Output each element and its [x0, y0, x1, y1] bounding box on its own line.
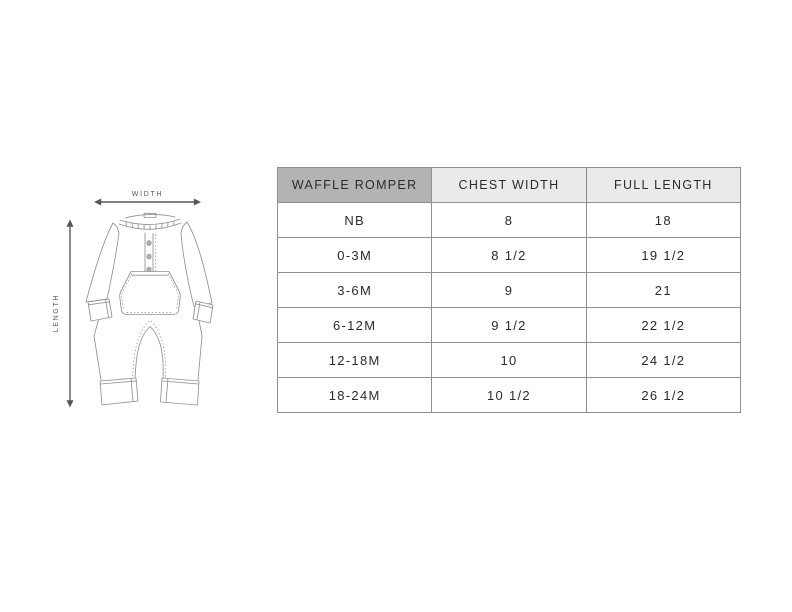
size-chart-table: [277, 167, 741, 413]
full-length-cell: 19 1/2: [586, 238, 740, 273]
full-length-cell: 22 1/2: [586, 308, 740, 343]
left-sleeve-cuff: [88, 299, 112, 321]
header-row: [278, 168, 741, 203]
full-length-cell: 26 1/2: [586, 378, 740, 413]
romper-legs: [94, 321, 202, 381]
right-sleeve: [181, 222, 212, 307]
left-sleeve: [86, 223, 119, 302]
full-length-cell: 21: [586, 273, 740, 308]
table-row: [278, 273, 741, 308]
chest-width-cell: 10 1/2: [432, 378, 586, 413]
table-row: [278, 343, 741, 378]
table-row: [278, 378, 741, 413]
size-cell: 3-6M: [278, 273, 432, 308]
width-label: WIDTH: [131, 191, 164, 198]
left-ankle-cuff: [100, 378, 138, 405]
table-row: [278, 308, 741, 343]
table-row: [278, 238, 741, 273]
full-length-cell: 24 1/2: [586, 343, 740, 378]
placket-button: [147, 241, 151, 246]
column-header-full-length: FULL LENGTH: [586, 168, 740, 203]
column-header-product: WAFFLE ROMPER: [278, 168, 432, 203]
right-ankle-cuff: [161, 378, 200, 405]
chest-width-cell: 10: [432, 343, 586, 378]
romper-sketch: [86, 213, 213, 405]
romper-flat-sketch: [34, 182, 264, 429]
chest-width-cell: 9: [432, 273, 586, 308]
size-cell: 18-24M: [278, 378, 432, 413]
length-label: LENGTH: [53, 293, 60, 333]
size-cell: 12-18M: [278, 343, 432, 378]
column-header-chest-width: CHEST WIDTH: [432, 168, 586, 203]
neck-label-tag: [144, 213, 156, 217]
placket-button: [147, 254, 151, 259]
button-placket: [145, 233, 156, 274]
chest-width-cell: 8: [432, 203, 586, 238]
table-row: [278, 203, 741, 238]
size-cell: NB: [278, 203, 432, 238]
chest-width-cell: 9 1/2: [432, 308, 586, 343]
length-arrow: [67, 220, 74, 408]
size-chart: [277, 167, 741, 413]
size-cell: 6-12M: [278, 308, 432, 343]
figure-illustration: [34, 182, 264, 429]
size-cell: 0-3M: [278, 238, 432, 273]
chest-width-cell: 8 1/2: [432, 238, 586, 273]
right-sleeve-cuff: [193, 301, 213, 323]
width-arrow: [94, 199, 201, 206]
full-length-cell: 18: [586, 203, 740, 238]
collar: [119, 213, 181, 230]
kangaroo-pocket: [120, 272, 181, 315]
